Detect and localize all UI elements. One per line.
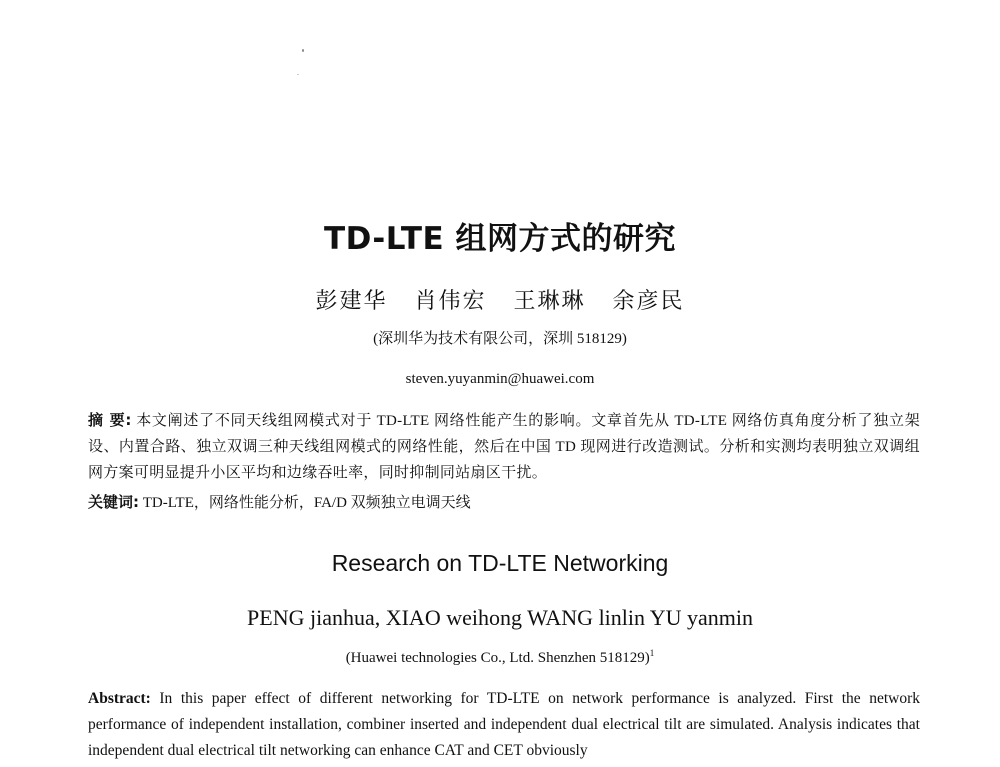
chinese-affiliation: (深圳华为技术有限公司，深圳 518129) (373, 331, 627, 347)
chinese-abstract-label: 摘 要: (88, 411, 132, 429)
chinese-keywords (88, 489, 920, 516)
chinese-abstract-text: 本文阐述了不同天线组网模式对于 TD-LTE 网络性能产生的影响。文章首先从 TD-LTE 网络仿真角度分析了独立架设、内置合路、独立双调三种天线组网模式的网络性能，然后在中国 TD 现网进行改造测试。分析和实测均表明独立双调组网方案可明显提升小区平均和边缘吞吐率，同时抑制同站扇区干扰。 (88, 413, 920, 481)
english-abstract (88, 686, 920, 764)
english-abstract-text: In this paper effect of different networking for TD-LTE on network performance is analyzed. First the network performance of independent installation, combiner inserted and independent dual electrical tilt are simulated. Analysis indicates that independent dual electrical tilt networking can enhance CAT and CET obviously (88, 690, 920, 759)
chinese-keywords-text: TD-LTE，网络性能分析，FA/D 双频独立电调天线 (142, 495, 471, 511)
english-title: Research on TD-LTE Networking (331, 550, 669, 576)
english-authors: PENG jianhua, XIAO weihong WANG linlin YU yanmin (247, 605, 753, 630)
scan-speck (302, 49, 304, 52)
english-abstract-label: Abstract: (88, 690, 151, 707)
english-affiliation-text: (Huawei technologies Co., Ltd. Shenzhen 518129) (345, 650, 650, 666)
author-email: steven.yuyanmin@huawei.com (405, 371, 595, 387)
chinese-authors: 彭建华 肖伟宏 王琳琳 余彦民 (315, 289, 685, 314)
scan-speck (297, 74, 299, 75)
chinese-keywords-label: 关键词: (88, 493, 139, 511)
affiliation-footnote-marker: 1 (649, 648, 655, 658)
english-affiliation (0, 648, 1000, 667)
chinese-title: TD-LTE 组网方式的研究 (323, 221, 677, 257)
chinese-abstract (88, 407, 920, 486)
